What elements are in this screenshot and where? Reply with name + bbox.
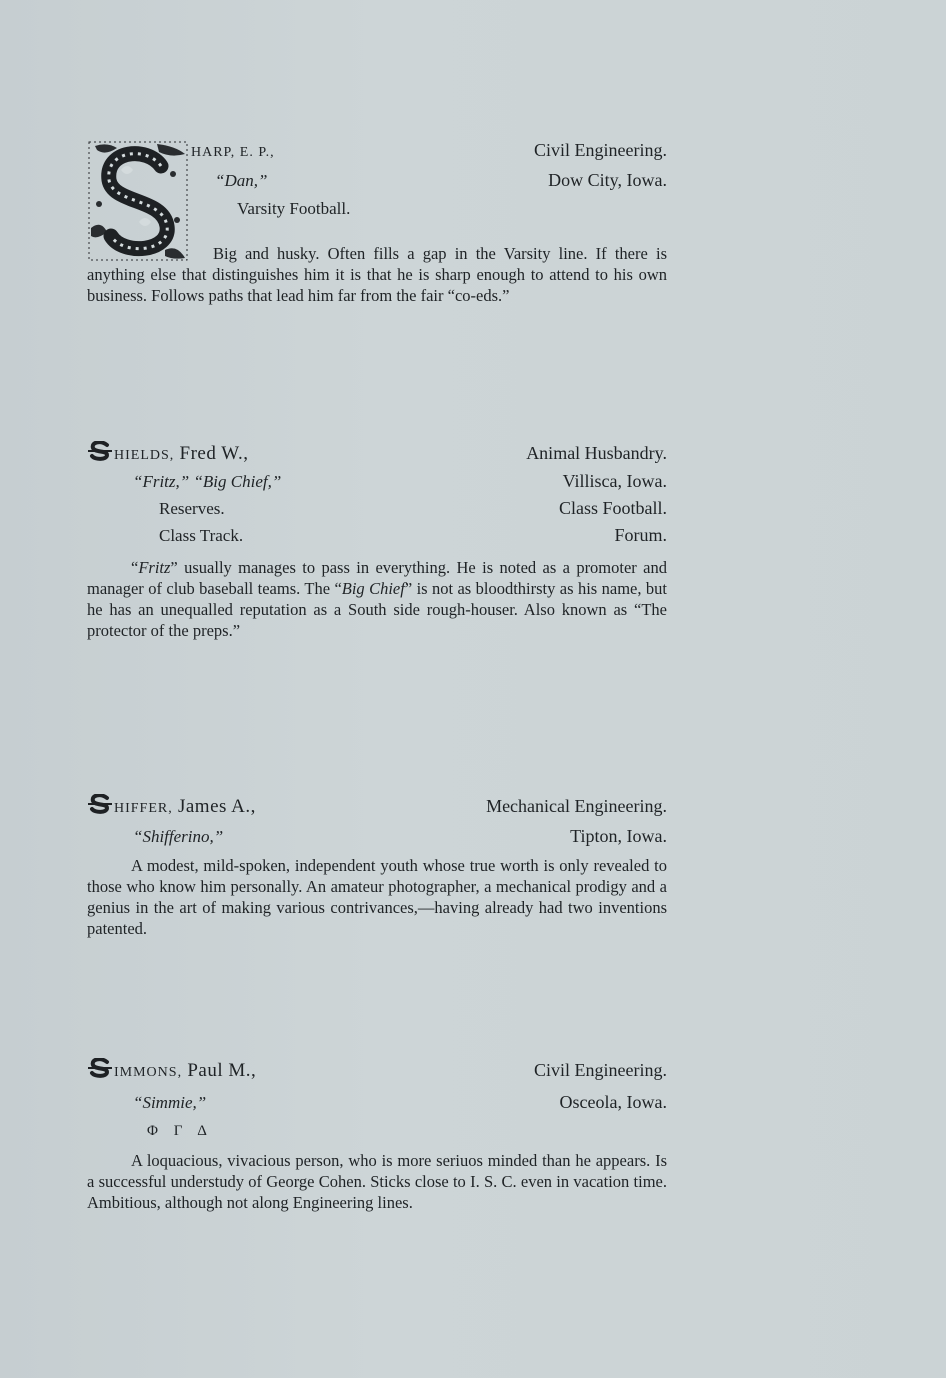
nickname: “Shifferino,”: [133, 827, 224, 846]
ornamental-initial-icon: [87, 1058, 113, 1078]
hometown: Dow City, Iowa.: [548, 170, 667, 190]
entry-description: “Fritz” usually manages to pass in everything. He is noted as a promoter and manager of club baseball teams. The “Big Chief” is not as bloodthirsty as his name, but he has an unequalled reputation as a South side rough-houser. Also known as “The protector of the preps.”: [87, 558, 667, 640]
ornamental-initial-icon: [87, 794, 113, 814]
entry-name: HARP, E. P.,: [191, 145, 275, 160]
nickname: “Fritz,” “Big Chief,”: [133, 472, 282, 491]
ornamental-initial-icon: [87, 441, 113, 461]
department: Civil Engineering.: [534, 1060, 667, 1080]
fraternity-letters: Φ Γ Δ: [147, 1123, 213, 1139]
entry-description: A loquacious, vivacious person, who is more seriuos minded than he appears. Is a successful understudy of George Cohen. Sticks close to I. S. C. even in vacation time. Ambitious, although not along Engineering lines.: [87, 1151, 667, 1212]
hometown: Tipton, Iowa.: [570, 826, 667, 846]
department: Animal Husbandry.: [526, 443, 667, 463]
entry-description: Big and husky. Often fills a gap in the Varsity line. If there is anything else that distinguishes him it is that he is sharp enough to attend to his own business. Follows paths that lead him far from the fair “co-eds.”: [87, 244, 667, 305]
department: Civil Engineering.: [534, 140, 667, 160]
entry-name: HIELDS, Fred W.,: [87, 441, 248, 465]
activity: Varsity Football.: [237, 199, 351, 218]
activity: Class Football.: [558, 498, 667, 518]
activity: Reserves.: [159, 499, 225, 518]
entry-description: A modest, mild-spoken, independent youth whose true worth is only revealed to those who know him personally. An amateur photographer, a mechanical prodigy and a genius in the art of making various contrivances,—having already had two inventions patented.: [87, 856, 667, 938]
hometown: Villisca, Iowa.: [562, 471, 667, 491]
entry-simmons: [87, 1058, 667, 1213]
entry-shiffer: [87, 794, 667, 939]
nickname: “Dan,”: [215, 171, 268, 190]
entry-name: HIFFER, James A.,: [87, 794, 256, 818]
activity: Class Track.: [159, 526, 244, 545]
entry-name: IMMONS, Paul M.,: [87, 1058, 256, 1082]
nickname: “Simmie,”: [133, 1093, 207, 1112]
activity: Forum.: [614, 525, 667, 545]
hometown: Osceola, Iowa.: [559, 1092, 667, 1112]
entry-sharp: [87, 140, 667, 340]
department: Mechanical Engineering.: [486, 796, 667, 816]
entry-shields: [87, 441, 667, 641]
